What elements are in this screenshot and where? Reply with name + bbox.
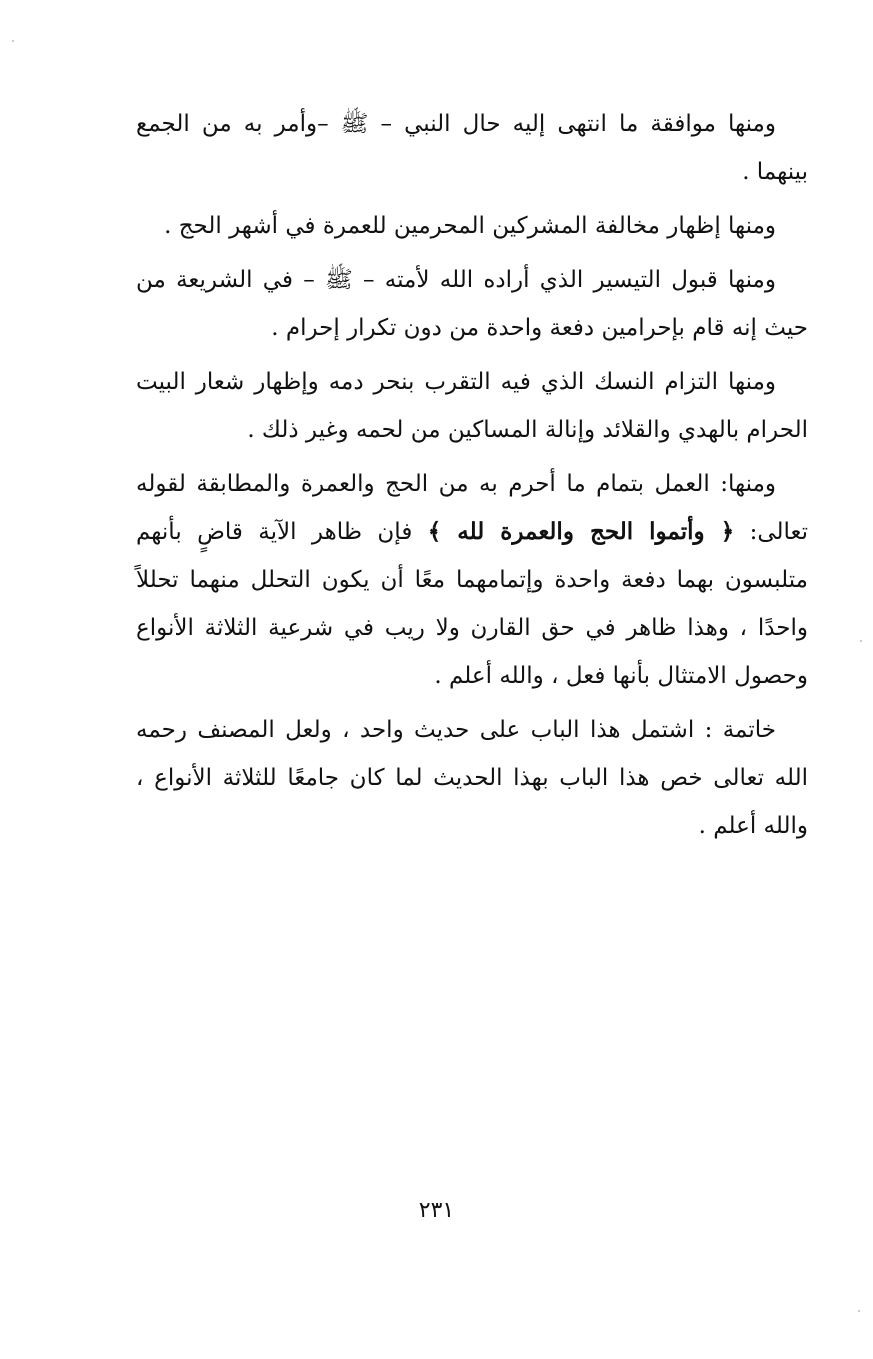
scan-speck (860, 640, 862, 642)
page-number: ٢٣١ (418, 1198, 455, 1223)
paragraph-4: ومنها التزام النسك الذي فيه التقرب بنحر دمه وإظهار شعار البيت الحرام بالهدي والقلائد وإنالة المساكين من لحمه وغير ذلك . (136, 369, 808, 443)
paragraph-2: ومنها إظهار مخالفة المشركين المحرمين للعمرة في أشهر الحج . (164, 213, 776, 239)
body-text (136, 100, 808, 856)
conclusion-text: اشتمل هذا الباب على حديث واحد ، ولعل المصنف رحمه الله تعالى خص هذا الباب بهذا الحديث لما كان جامعًا للثلاثة الأنواع ، والله أعلم . (136, 717, 808, 839)
paragraph-6 (136, 706, 808, 850)
scan-speck (858, 1310, 860, 1312)
paragraph-1: ومنها موافقة ما انتهى إليه حال النبي – ﷺ –وأمر به من الجمع بينهما . (136, 111, 808, 185)
scan-speck (12, 40, 14, 42)
paragraph-5-body: فإن ظاهر الآية قاضٍ بأنهم متلبسون بهما دفعة واحدة وإتمامهما معًا أن يكون التحلل منهما تحللاً واحدًا ، وهذا ظاهر في حق القارن ولا ريب في شرعية الثلاثة الأنواع وحصول الامتثال بأنها فعل ، والله أعلم . (136, 519, 808, 689)
conclusion-label: خاتمة : (704, 717, 776, 743)
paragraph-5 (136, 460, 808, 700)
paragraph-5-intro: ومنها: العمل بتمام ما أحرم به من الحج والعمرة والمطابقة لقوله تعالى: (136, 471, 809, 545)
paragraph-3: ومنها قبول التيسير الذي أراده الله لأمته – ﷺ – في الشريعة من حيث إنه قام بإحرامين دفعة واحدة من دون تكرار إحرام . (136, 267, 808, 341)
quran-verse: ﴿ وأتموا الحج والعمرة لله ﴾ (427, 518, 735, 545)
